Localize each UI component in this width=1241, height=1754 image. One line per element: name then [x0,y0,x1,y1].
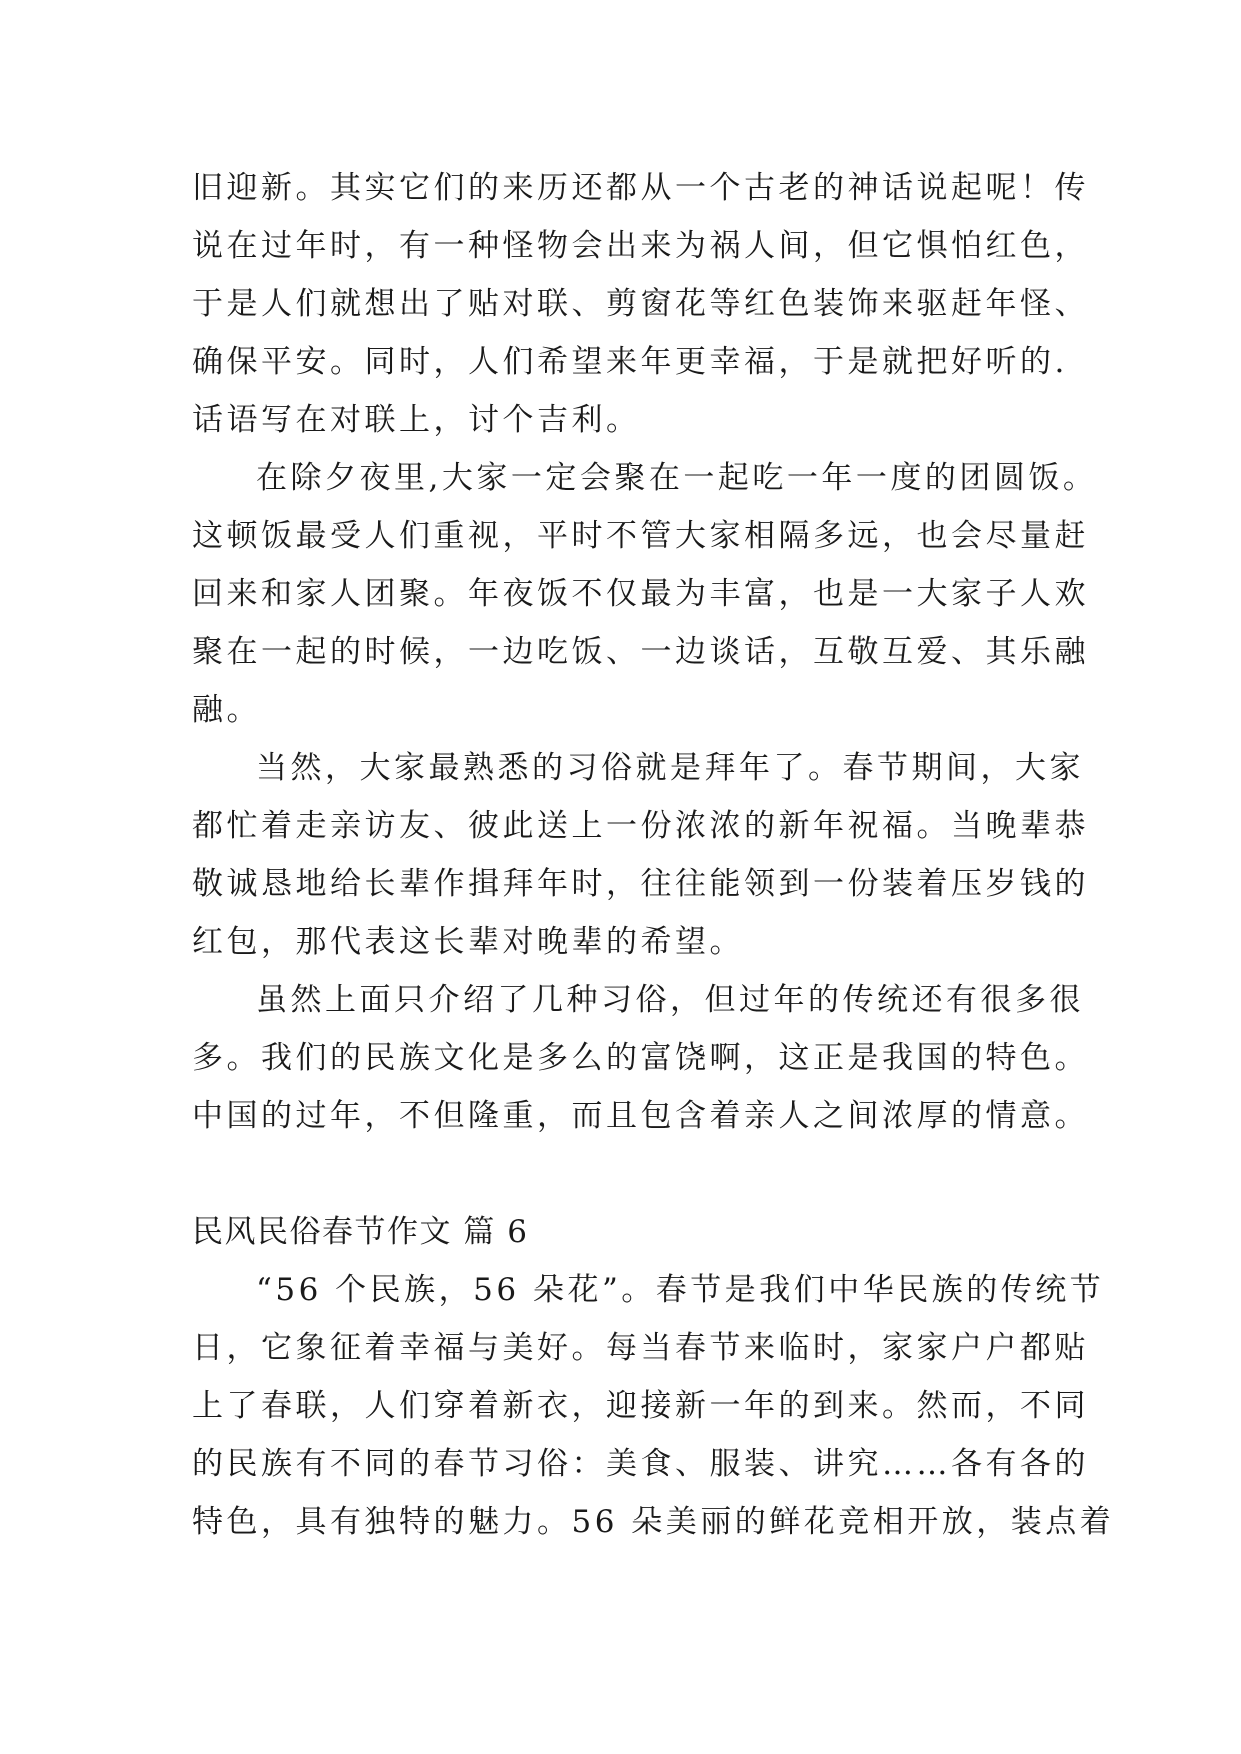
text-line: 旧迎新。其实它们的来历还都从一个古老的神话说起呢！传 [192,170,1089,206]
section-heading: 民风民俗春节作文 篇 6 [192,1214,529,1250]
text-line: 日，它象征着幸福与美好。每当春节来临时，家家户户都贴 [192,1330,1089,1366]
text-line: 红包，那代表这长辈对晚辈的希望。 [192,924,744,960]
text-line: 敬诚恳地给长辈作揖拜年时，往往能领到一份装着压岁钱的 [192,866,1089,902]
text-line: 聚在一起的时候，一边吃饭、一边谈话，互敬互爱、其乐融 [192,634,1089,670]
paragraph-start-line: “56 个民族，56 朵花”。春节是我们中华民族的传统节 [256,1272,1105,1308]
text-line: 确保平安。同时，人们希望来年更幸福，于是就把好听的. [192,344,1068,380]
text-line: 特色，具有独特的魅力。56 朵美丽的鲜花竞相开放，装点着 [192,1504,1115,1540]
text-line: 话语写在对联上，讨个吉利。 [192,402,641,438]
text-line: 多。我们的民族文化是多么的富饶啊，这正是我国的特色。 [192,1040,1089,1076]
paragraph-start-line: 虽然上面只介绍了几种习俗，但过年的传统还有很多很 [256,982,1084,1018]
text-line: 都忙着走亲访友、彼此送上一份浓浓的新年祝福。当晚辈恭 [192,808,1089,844]
text-line: 上了春联，人们穿着新衣，迎接新一年的到来。然而，不同 [192,1388,1089,1424]
paragraph-start-line: 当然，大家最熟悉的习俗就是拜年了。春节期间，大家 [256,750,1084,786]
text-line: 这顿饭最受人们重视，平时不管大家相隔多远，也会尽量赶 [192,518,1089,554]
text-line: 说在过年时，有一种怪物会出来为祸人间，但它惧怕红色， [192,228,1089,264]
text-line: 的民族有不同的春节习俗：美食、服装、讲究……各有各的 [192,1446,1089,1482]
paragraph-start-line: 在除夕夜里,大家一定会聚在一起吃一年一度的团圆饭。 [256,460,1098,496]
text-line: 融。 [192,692,261,728]
text-line: 中国的过年，不但隆重，而且包含着亲人之间浓厚的情意。 [192,1098,1089,1134]
text-line: 回来和家人团聚。年夜饭不仅最为丰富，也是一大家子人欢 [192,576,1089,612]
text-line: 于是人们就想出了贴对联、剪窗花等红色装饰来驱赶年怪、 [192,286,1089,322]
